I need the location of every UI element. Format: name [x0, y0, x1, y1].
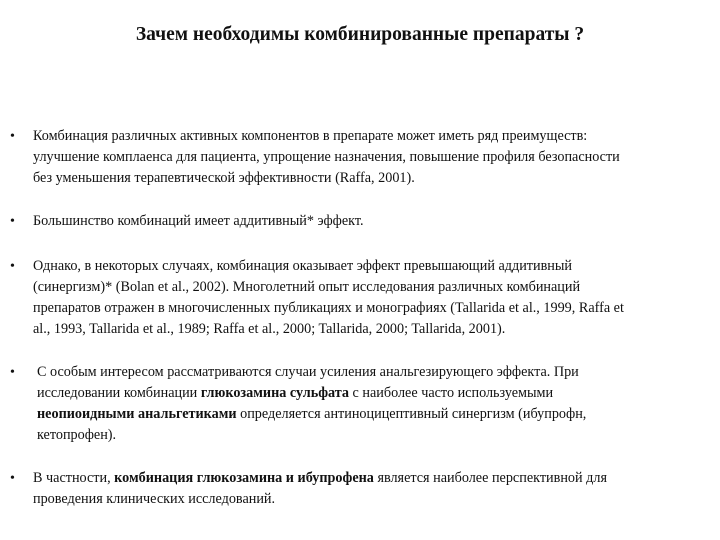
text-run: без уменьшения терапевтической эффективности (Raffa, 2001). [33, 170, 415, 186]
bullet-text [33, 126, 715, 189]
bullet-icon: • [10, 471, 15, 486]
text-run: с наиболее часто используемыми [348, 385, 554, 401]
text-run: исследовании комбинации [37, 385, 201, 401]
text-run: Большинство комбинаций имеет аддитивный* эффект. [33, 213, 364, 229]
bullet-icon: • [10, 365, 15, 380]
bullet-icon: • [10, 259, 15, 274]
text-run: улучшение комплаенса для пациента, упрощение назначения, повышение профиля безопасности [33, 149, 620, 165]
bullet-text [33, 211, 715, 232]
text-run: Комбинация различных активных компонентов в препарате может иметь ряд преимуществ: [33, 128, 588, 144]
bullet-icon: • [10, 214, 15, 229]
bold-text-run: глюкозамина сульфата [200, 385, 349, 401]
text-run: кетопрофен). [37, 427, 117, 443]
text-run: препаратов отражен в многочисленных публикациях и монографиях (Tallarida et al., 1999, Raffa et [33, 300, 624, 316]
bullet-icon: • [10, 129, 15, 144]
bold-text-run: неопиоидными анальгетиками [37, 406, 237, 422]
text-run: С особым интересом рассматриваются случаи усиления анальгезирующего эффекта. При [37, 364, 579, 380]
bullet-text [33, 362, 715, 446]
bullet-text [33, 468, 715, 510]
bold-text-run: комбинация глюкозамина и ибупрофена [114, 470, 374, 486]
text-run: В частности, [33, 470, 115, 486]
text-run: al., 1993, Tallarida et al., 1989; Raffa et al., 2000; Tallarida, 2000; Tallarida, 2001). [33, 321, 506, 337]
slide-title: Зачем необходимы комбинированные препараты ? [135, 24, 585, 45]
text-run: (синергизм)* (Bolan et al., 2002). Многолетний опыт исследования различных комбинаций [33, 279, 581, 295]
bullet-text [33, 256, 715, 340]
text-run: является наиболее перспективной для [373, 470, 607, 486]
text-run: определяется антиноцицептивный синергизм (ибупрофн, [236, 406, 587, 422]
text-run: Однако, в некоторых случаях, комбинация оказывает эффект превышающий аддитивный [33, 258, 573, 274]
text-run: проведения клинических исследований. [33, 491, 276, 507]
